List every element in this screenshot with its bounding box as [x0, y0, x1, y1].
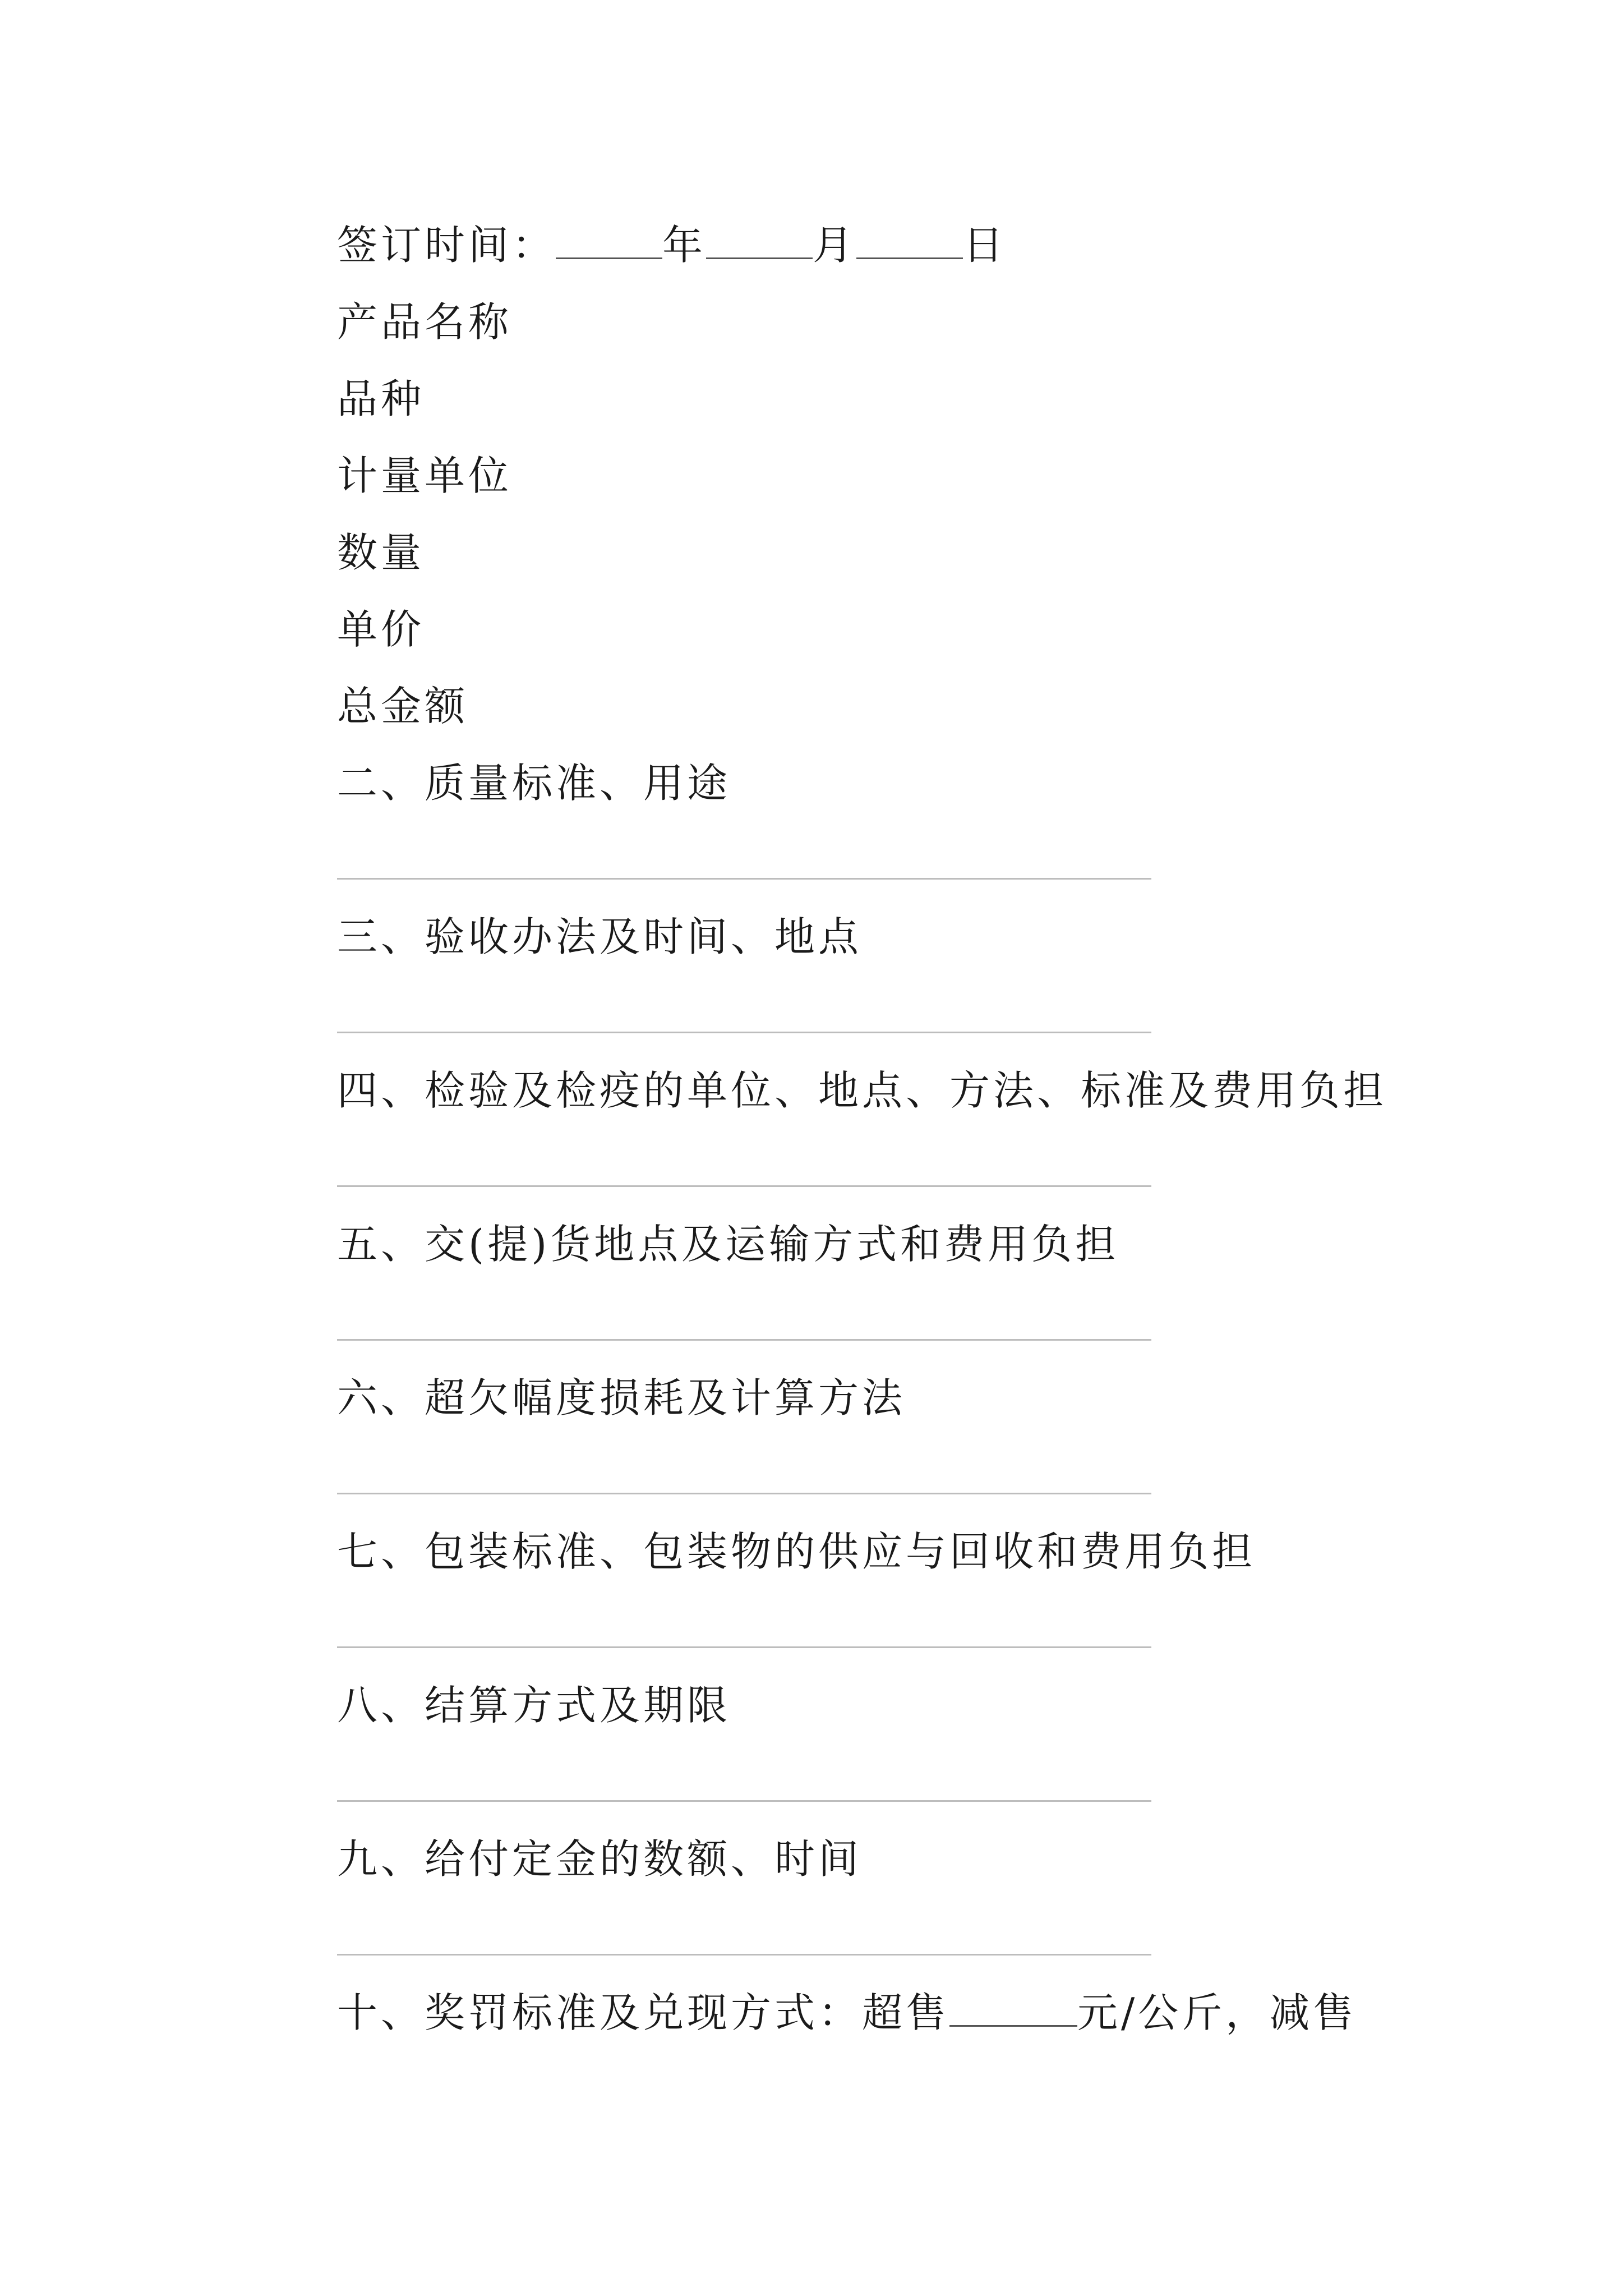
year-label: 年: [662, 222, 707, 269]
reward-prefix: 十、奖罚标准及兑现方式：超售: [337, 1989, 950, 2036]
section-packaging: 七、包装标准、包装物的供应与回收和费用负担: [337, 1528, 1256, 1575]
section-loss: 六、超欠幅度损耗及计算方法: [337, 1374, 906, 1421]
section-inspection: 四、检验及检疫的单位、地点、方法、标准及费用负担: [337, 1067, 1387, 1114]
field-unit-price: 单价: [337, 606, 425, 653]
section-deposit: 九、给付定金的数额、时间: [337, 1835, 863, 1883]
field-quantity: 数量: [337, 529, 425, 576]
day-blank[interactable]: [856, 223, 963, 259]
field-total-amount: 总金额: [337, 683, 469, 730]
month-blank[interactable]: [706, 223, 813, 259]
section-quality-rule: [337, 878, 1151, 880]
signing-date-line: [337, 220, 1007, 270]
section-delivery: 五、交(提)货地点及运输方式和费用负担: [337, 1221, 1119, 1268]
reward-unit: 元/公斤，减售: [1077, 1989, 1357, 2036]
section-inspection-rule: [337, 1185, 1151, 1187]
field-variety: 品种: [337, 375, 425, 422]
field-unit: 计量单位: [337, 452, 513, 499]
section-acceptance-rule: [337, 1032, 1151, 1033]
section-settlement-rule: [337, 1800, 1151, 1802]
section-quality: 二、质量标准、用途: [337, 760, 731, 807]
section-settlement: 八、结算方式及期限: [337, 1682, 731, 1729]
field-product-name: 产品名称: [337, 298, 513, 346]
section-loss-rule: [337, 1493, 1151, 1494]
month-label: 月: [813, 222, 857, 269]
signing-date-label: 签订时间：: [337, 222, 556, 269]
reward-amount-blank[interactable]: [949, 1990, 1077, 2027]
section-deposit-rule: [337, 1954, 1151, 1955]
section-delivery-rule: [337, 1339, 1151, 1341]
section-packaging-rule: [337, 1646, 1151, 1648]
day-label: 日: [963, 222, 1007, 269]
section-acceptance: 三、验收办法及时间、地点: [337, 913, 863, 960]
section-reward-penalty: [337, 1987, 1357, 2038]
year-blank[interactable]: [556, 223, 662, 259]
